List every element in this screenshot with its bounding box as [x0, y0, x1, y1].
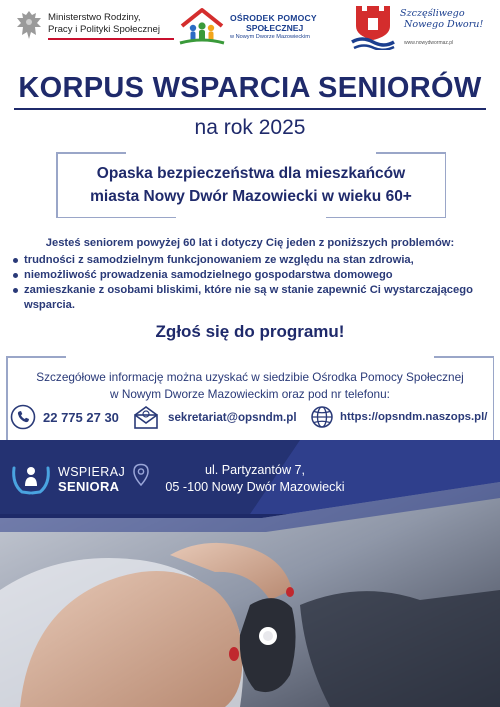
- list-item: niemożliwość prowadzenia samodzielnego gospodarstwa domowego: [12, 268, 488, 283]
- frame-line-bottom-right: [326, 217, 446, 219]
- ministry-logo: [14, 8, 174, 44]
- email-address[interactable]: sekretariat@opsndm.pl: [168, 411, 297, 424]
- address-line2: 05 -100 Nowy Dwór Mazowiecki: [165, 480, 345, 494]
- headline: [56, 162, 446, 208]
- list-item: zamieszkanie z osobami bliskimi, które nie są w stanie zapewnić Ci wystarczającego wsparcia.: [12, 283, 488, 313]
- ops-line3: w Nowym Dworze Mazowieckim: [230, 34, 310, 40]
- envelope-icon: [132, 404, 160, 430]
- phone-icon: [10, 404, 36, 430]
- header-logos: [0, 0, 500, 52]
- ministry-name: [48, 12, 160, 36]
- city-slogan-line1: Szczęśliwego: [400, 8, 465, 19]
- frame-line-bottom: [56, 217, 176, 219]
- problems-list: [12, 253, 488, 313]
- frame-line-top-right: [434, 356, 494, 358]
- hands-person-icon: [10, 462, 52, 496]
- phone-number[interactable]: 22 775 27 30: [43, 410, 119, 425]
- city-slogan: [400, 8, 483, 30]
- page-subtitle: na rok 2025: [194, 116, 306, 139]
- phone-contact[interactable]: [10, 404, 130, 432]
- headline-line2: miasta Nowy Dwór Mazowiecki w wieku 60+: [90, 188, 412, 205]
- info-text: [20, 369, 480, 403]
- headline-line1: Opaska bezpieczeństwa dla mieszkańców: [96, 165, 406, 182]
- ministry-line2: Pracy i Polityki Społecznej: [48, 24, 160, 35]
- wspieraj-line2: SENIORA: [58, 479, 120, 494]
- web-contact[interactable]: [310, 404, 490, 432]
- list-item: trudności z samodzielnym funkcjonowaniem ze względu na stan zdrowia,: [12, 253, 488, 268]
- intro-text: Jesteś seniorem powyżej 60 lat i dotyczy Cię jeden z poniższych problemów:: [45, 237, 455, 249]
- ops-line2: SPOŁECZNEJ: [246, 23, 304, 33]
- ops-logo: [176, 4, 336, 48]
- ops-line1: OŚRODEK POMOCY: [230, 13, 317, 23]
- eagle-emblem-icon: [14, 8, 44, 42]
- frame-line-top-right: [376, 152, 446, 154]
- info-line1: Szczegółowe informację można uzyskać w siedzibie Ośrodka Pomocy Społecznej: [36, 370, 464, 384]
- title-underline: [14, 108, 486, 110]
- info-line2: w Nowym Dworze Mazowieckim oraz pod nr telefonu:: [110, 387, 390, 401]
- ministry-red-bar: [48, 38, 174, 40]
- frame-line-right: [493, 356, 495, 440]
- page-title: KORPUS WSPARCIA SENIORÓW: [18, 72, 482, 104]
- website-url[interactable]: https://opsndm.naszops.pl/: [340, 411, 488, 423]
- castle-crest-icon: [350, 2, 396, 50]
- wspieraj-line1: WSPIERAJ: [58, 465, 126, 479]
- frame-line-top: [56, 152, 126, 154]
- city-url: www.nowydwormaz.pl: [404, 40, 454, 46]
- email-contact[interactable]: [132, 404, 304, 432]
- city-slogan-line2: Nowego Dworu!: [404, 19, 484, 30]
- call-to-action: Zgłoś się do programu!: [155, 322, 345, 341]
- location-pin-icon: [132, 463, 150, 487]
- city-logo: [348, 2, 498, 50]
- frame-line-left: [6, 356, 8, 440]
- globe-icon: [310, 405, 334, 429]
- address: [150, 462, 360, 496]
- frame-line-top: [6, 356, 66, 358]
- wspieraj-seniora-logo: [10, 462, 130, 496]
- house-people-icon: [176, 6, 228, 46]
- address-line1: ul. Partyzantów 7,: [204, 463, 306, 477]
- ministry-line1: Ministerstwo Rodziny,: [48, 12, 141, 23]
